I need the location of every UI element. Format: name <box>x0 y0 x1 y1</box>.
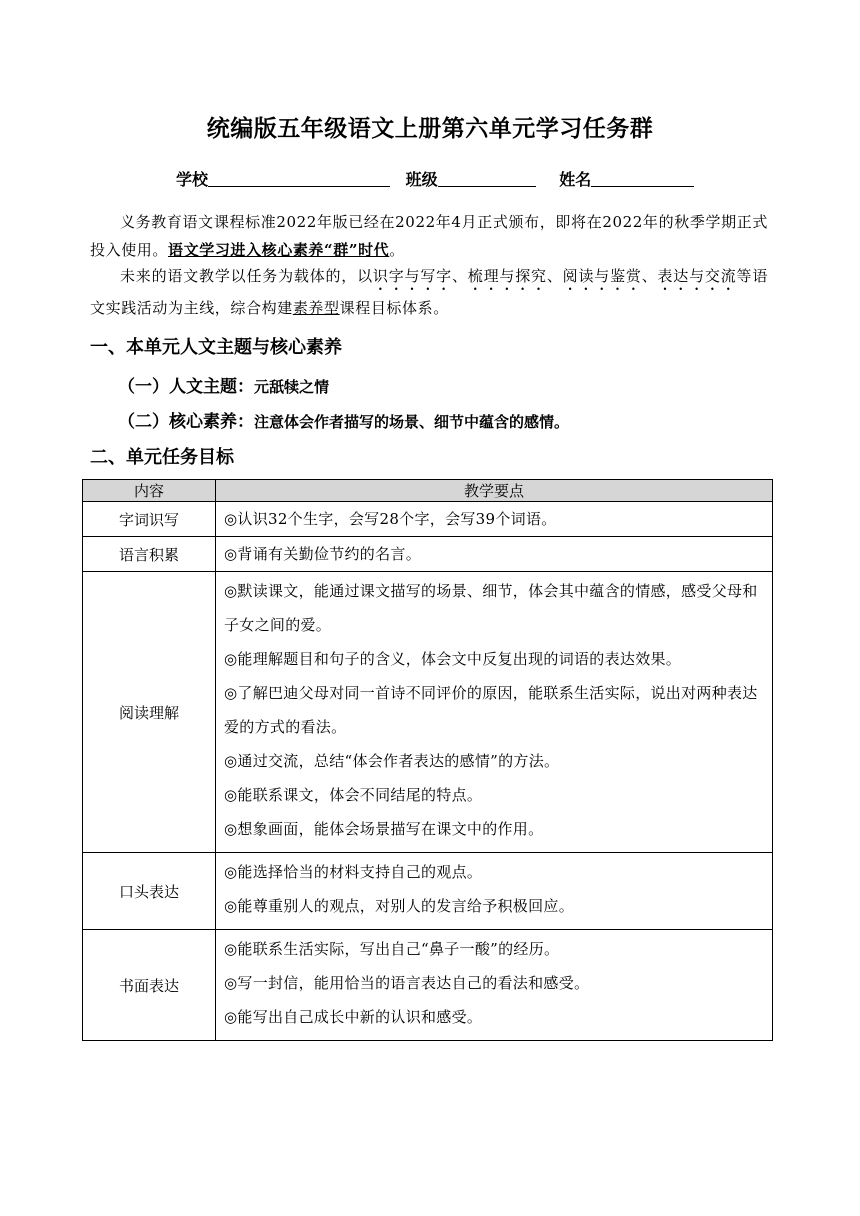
teaching-point: ◎了解巴迪父母对同一首诗不同评价的原因，能联系生活实际，说出对两种表达爱的方式的看法。 <box>224 684 758 736</box>
dotted-term-2: 梳理与探究 <box>467 267 547 285</box>
student-info-line <box>176 167 716 190</box>
table-row <box>83 572 773 853</box>
core-literacy-label: （二）核心素养： <box>118 412 254 432</box>
class-label: 班级 <box>405 170 438 189</box>
header-teaching-points: 教学要点 <box>216 480 773 502</box>
underlined-term: 素养型 <box>292 299 340 317</box>
intro-paragraph-2 <box>90 262 768 322</box>
task-goals-table <box>82 479 773 1041</box>
teaching-point: ◎通过交流，总结“体会作者表达的感情”的方法。 <box>224 752 560 770</box>
dotted-term-4: 表达与交流 <box>657 267 737 285</box>
teaching-point: ◎能理解题目和句子的含义，体会文中反复出现的词语的表达效果。 <box>224 650 682 668</box>
row-points <box>216 537 773 572</box>
teaching-point: ◎能写出自己成长中新的认识和感受。 <box>224 1008 483 1026</box>
school-label: 学校 <box>176 170 209 189</box>
row-category: 阅读理解 <box>83 572 216 853</box>
humanistic-theme-line <box>118 372 329 397</box>
sep-3: 、 <box>641 267 658 285</box>
row-category: 口头表达 <box>83 853 216 930</box>
class-blank[interactable] <box>438 172 536 187</box>
intro-p1-text: 义务教育语文课程标准2022年版已经在2022年4月正式颁布，即将在2022年的秋季学期正式投入使用。 <box>90 213 768 259</box>
dotted-term-3: 阅读与鉴赏 <box>562 267 642 285</box>
sep-1: 、 <box>451 267 468 285</box>
table-header-row <box>83 480 773 502</box>
section-2-heading: 二、单元任务目标 <box>90 447 234 468</box>
dotted-term-1: 识字与写字 <box>372 267 452 285</box>
teaching-point: ◎能选择恰当的材料支持自己的观点。 <box>224 863 483 881</box>
row-category: 字词识写 <box>83 502 216 537</box>
teaching-point: ◎能尊重别人的观点，对别人的发言给予积极回应。 <box>224 897 574 915</box>
teaching-point: ◎背诵有关勤俭节约的名言。 <box>224 545 421 563</box>
teaching-point: ◎能联系生活实际，写出自己“鼻子一酸”的经历。 <box>224 940 560 958</box>
section-1-heading: 一、本单元人文主题与核心素养 <box>90 337 342 358</box>
intro-p2-c: 课程目标体系。 <box>339 299 449 317</box>
row-category: 书面表达 <box>83 930 216 1041</box>
header-content: 内容 <box>83 480 216 502</box>
humanistic-theme-value: 元舐犊之情 <box>254 378 330 396</box>
name-label: 姓名 <box>559 170 592 189</box>
intro-p2-a: 未来的语文教学以任务为载体的，以 <box>120 267 373 285</box>
table-row <box>83 537 773 572</box>
core-literacy-line <box>118 407 569 432</box>
school-blank[interactable] <box>208 172 390 187</box>
teaching-point: ◎默读课文，能通过课文描写的场景、细节，体会其中蕴含的情感，感受父母和子女之间的爱。 <box>224 582 758 634</box>
row-points <box>216 930 773 1041</box>
table-row <box>83 502 773 537</box>
intro-p1-emphasis: 语文学习进入核心素养“群”时代 <box>168 241 390 259</box>
teaching-point: ◎能联系课文，体会不同结尾的特点。 <box>224 786 483 804</box>
row-points <box>216 572 773 853</box>
sep-2: 、 <box>546 267 563 285</box>
intro-p1-end: 。 <box>389 241 405 259</box>
row-category: 语言积累 <box>83 537 216 572</box>
table-row <box>83 930 773 1041</box>
intro-p2-b: 等语文实践活动为主线，综合构建 <box>90 267 768 317</box>
teaching-point: ◎想象画面，能体会场景描写在课文中的作用。 <box>224 820 544 838</box>
core-literacy-value: 注意体会作者描写的场景、细节中蕴含的感情。 <box>254 413 570 431</box>
row-points <box>216 502 773 537</box>
teaching-point: ◎写一封信，能用恰当的语言表达自己的看法和感受。 <box>224 974 590 992</box>
intro-paragraph-1 <box>90 208 768 264</box>
teaching-point: ◎认识32个生字，会写28个字，会写39个词语。 <box>224 510 557 528</box>
row-points <box>216 853 773 930</box>
humanistic-theme-label: （一）人文主题： <box>118 377 254 397</box>
name-blank[interactable] <box>591 172 694 187</box>
document-title: 统编版五年级语文上册第六单元学习任务群 <box>206 116 654 142</box>
table-row <box>83 853 773 930</box>
